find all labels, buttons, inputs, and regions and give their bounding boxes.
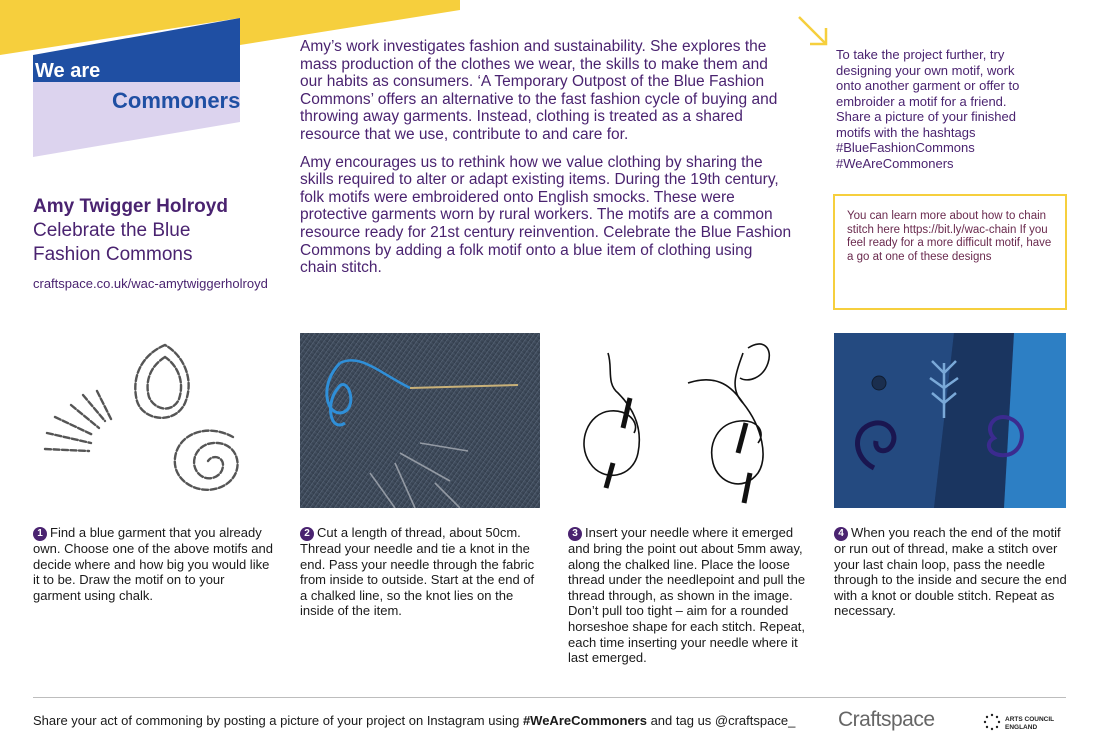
intro-paragraph-2: Amy encourages us to rethink how we value clothing by sharing the skills required to alter or adapt existing items. During the 19th century, folk motifs were embroidered onto English smocks. These were protective garments worn by rural workers. The motifs are a common resource ready for 21st century reinvention. Celebrate the Blue Fashion Commons by adding a folk motif onto a blue item of clothing using chain stitch. [300,153,792,277]
subtitle-line-1: Celebrate the Blue [33,220,191,241]
we-are-commoners-logo [0,0,300,160]
title-block [33,195,293,291]
step-2-body: Cut a length of thread, about 50cm. Thread your needle and tie a knot in the end. Pass your needle through the fabric from inside to outside. Start at the end of a chalked line, so the knot lies on the inside of the item. [300,525,535,619]
step-1-text [33,525,273,603]
link-box-text[interactable]: You can learn more about how to chain stitch here https://bit.ly/wac-chain If you feel ready for a more difficult motif, have a go at one of these designs [847,210,1052,263]
step-1-number: 1 [33,527,47,541]
step-4-text [834,525,1074,619]
step-2-text [300,525,540,619]
step-4-body: When you reach the end of the motif or run out of thread, make a stitch over your last chain loop, pass the needle through to the inside and secure the end with a knot or double stitch. Repeat as necessary. [834,525,1067,619]
step-2-thread-photo [300,333,540,508]
arrow-down-right-icon [796,14,832,50]
logo-line-1: We are [35,60,101,82]
step-3-text [568,525,808,666]
step-3-number: 3 [568,527,582,541]
subtitle-line-2: Fashion Commons [33,244,193,265]
author-name: Amy Twigger Holroyd [33,196,228,217]
step-3-body: Insert your needle where it emerged and bring the point out about 5mm away, along the chalked line. Place the loose thread under the needlepoint and pull the thread through, as shown in the image. Don’t pull too tight – aim for a rounded horseshoe shape for each stitch. Repeat, each time inserting your needle where it last emerged. [568,525,806,666]
intro-paragraph-1: Amy’s work investigates fashion and sustainability. She explores the mass production of the clothes we wear, the skills to make them and our habits as consumers. ‘A Temporary Outpost of the Blue Fashion Commons’ offers an alternative to the fast fashion cycle of buying and throwing away garments. Instead, clothing is treated as a shared resource that we use, contribute to and care for. [300,38,778,143]
arts-council-logo: ARTS COUNCIL ENGLAND [1005,716,1055,731]
step-4-finished-motif-photo [834,333,1066,508]
footer-share-text: Share your act of commoning by posting a picture of your project on Instagram using #WeAreCommoners and tag us @craftspace_ [33,713,796,728]
step-4-number: 4 [834,527,848,541]
step-3-chain-stitch-diagram [568,333,808,508]
craftspace-logo: Craftspace [838,708,935,731]
step-2-number: 2 [300,527,314,541]
arts-council-emblem-icon [983,713,1001,731]
intro-text [300,38,792,287]
project-url[interactable]: craftspace.co.uk/wac-amytwiggerholroyd [33,276,268,291]
footer-divider [33,697,1066,698]
step-1-body: Find a blue garment that you already own. Choose one of the above motifs and decide where and how big you would like it to be. Draw the motif on to your garment using chalk. [33,525,273,603]
project-extension-note: To take the project further, try designing your own motif, work onto another garment or offer to embroider a motif for a friend. Share a picture of your finished motifs with the hashtags #BlueFashionCommons #WeAreCommoners [836,47,1020,171]
footer-hashtag[interactable]: #WeAreCommoners [522,713,647,728]
chain-stitch-link-box [833,194,1067,310]
logo-line-2: Commoners [112,88,241,113]
step-1-motif-illustration [33,333,273,508]
